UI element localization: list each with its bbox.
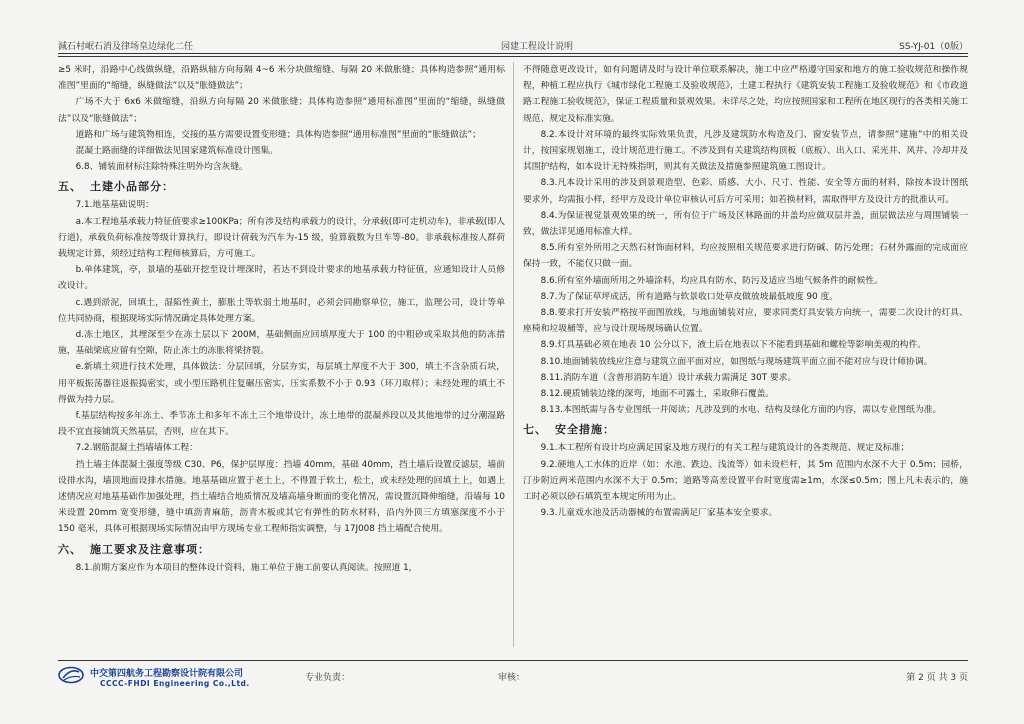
paragraph: 7.2.钢筋混凝土挡墙墙体工程： <box>75 443 198 454</box>
paragraph: 6.8、铺装面材标注除特殊注明外均含灰缝。 <box>75 162 248 173</box>
header-rule-inner <box>58 56 968 57</box>
section-heading-title: 安全措施： <box>555 423 615 437</box>
paragraph: 8.1.前期方案应作为本项目的整体设计资料，施工单位于施工前要认真阅读。按照道 1， <box>75 562 418 573</box>
paragraph: 8.4.为保证视觉景观效果的统一，所有位于广场及区林路面的井盖均应做双层井盖，面层做法应与周围铺装一致，做法详见通用标准大样。 <box>523 210 968 238</box>
paragraph: 不得随意更改设计，如有问题请及时与设计单位联系解决，施工中应严格遵守国家和地方的施工验收规范和操作规程，种植工程应执行《城市绿化工程施工及验收规范》，土建工程执行《建筑安装工程施工及验收规范》和《市政道路工程施工验收规范》，保证工程质量和景观效果。未详尽之处，均应按照国家和工程所在地区现行的各类相关施工规范、规定及标准实施。 <box>523 65 968 124</box>
paragraph: 8.12.硬质铺装边缘的深弯，地面不可露土，采取卵石覆盖。 <box>540 389 775 400</box>
review-label: 审核： <box>498 673 526 683</box>
paragraph: f.基层结构按多年冻土、季节冻土和多年不冻土三个地带设计，冻土地带的混凝养段以及其他地带的过分潮湿路段不宜直接铺筑天然基层，否则，应在其下。 <box>58 411 505 438</box>
section-heading-number: 七、 <box>523 423 547 437</box>
header-document-code: SS-YJ-01（0版） <box>899 42 968 52</box>
page-header <box>58 39 968 52</box>
paragraph: 8.3.凡本设计采用的涉及到景观造型、色彩、质感、大小、尺寸、性能、安全等方面的材料，除按本设计图纸要求外，均需报小样，经甲方及设计单位审核认可后方可采用；如若换材料，需取得甲方及设计方的批准认可。 <box>523 178 968 205</box>
paragraph: 7.1.地基基础说明： <box>75 200 154 211</box>
right-column <box>523 62 968 521</box>
paragraph: 混凝土路面缝的详细做法见国家建筑标准设计图集。 <box>75 146 278 157</box>
paragraph: 9.3.儿童戏水池及活动器械的布置需满足厂家基本安全要求。 <box>540 508 778 519</box>
page-footer <box>58 664 968 694</box>
paragraph: ≥5 米时，沿路中心线做纵缝，沿路纵轴方向每隔 4~6 米分块做缩缝、每隔 20 米做胀缝；具体构造参照“通用标准图”里面的“缩缝，纵缝做法”以及“胀缝做法”； <box>58 65 505 92</box>
paragraph: a.本工程地基承载力特征值要求≥100KPa；所有涉及结构承载力的设计，分承载(即可走机动车)，非承载(即人行道)，承载负荷标准按等级计算执行，即设计荷载为汽车为-15 级，验算载数为旦车等-80。非承载标准按人群荷载规定计算，须经过结构工程师核算后，方可施工。 <box>58 216 505 260</box>
section-heading-number: 五、 <box>58 180 82 194</box>
header-document-title: 园建工程设计说明 <box>501 42 574 52</box>
paragraph: 9.2.硬地人工水体的近岸（如：水池、跌边、浅流等）如未设栏杆，其 5m 范围内水深不大于 0.5m；园桥，汀步附近两米范围内水深不大于 0.5m；道路等高差设置平台时宽度需≥1m，水深≤0.5m；图上凡未表示的，施工时必须以砂石填筑至本规定所用为止。 <box>523 459 968 503</box>
section-heading-title: 土建小品部分： <box>90 180 174 194</box>
paragraph: 8.5.所有室外所用之天然石材饰面材料，均应按照相关规范要求进行防碱、防污处理；石材外露面的完成面应保持一致，不能仅只做一面。 <box>523 243 968 270</box>
footer-rule <box>58 660 968 661</box>
paragraph: 8.9.灯具基础必须在地表 10 公分以下，液土后在地表以下不能看到基础和螺栓等影响美观的构件。 <box>540 340 927 351</box>
paragraph: 挡土墙主体混凝土强度等级 C30、P6，保护层厚度：挡墙 40mm，基础 40mm，挡土墙后设置反滤层，墙前设排水沟，墙顶地面设排水措施。地基基础应置于老土上，不得置于软土，松土，或未经处理的回填土上，如遇上述情况应对地基基础作加强处理，挡土墙结合地质情况及墙高墙身断面的变化情况，需设置沉降伸缩缝，沿墙每 10 米设置 20mm 宽变形缝，缝中填沥青麻筋，沥青木板或其它有弹性的防水材料，沿内外顶三方填塞深度不小于 150 毫米，具体可根据现场实际情况由甲方现场专业工程师指实调整，与 17J008 挡土墙配合使用。 <box>58 459 505 535</box>
paragraph: 8.7.为了保证草坪成活，所有道路与软景收口处草皮做放坡最低坡度 90 度。 <box>540 291 839 302</box>
company-name-cn: 中交第四航务工程勘察设计院有限公司 <box>90 669 244 679</box>
section-heading-number: 六、 <box>58 542 82 556</box>
paragraph: 道路和广场与建筑物相连，交接的基方需要设置变形缝；具体构造参照“通用标准图”里面的“胀缝做法”； <box>75 129 481 140</box>
paragraph: e.新填土须进行技术处理，具体做法：分层回填，分层夯实，每层填土厚度不大于 300，填土不含杂质石块，用平板振荡器往返振捣密实，或小型压路机往复碾压密实，压实系数不小于 0.93（环刀取样）；未经处理的填土不得做为持力层。 <box>58 362 505 405</box>
paragraph: b.单体建筑，亭，景墙的基础开挖至设计埋深时，若达不到设计要求的地基承载力特征值，应通知设计人员修改设计。 <box>58 265 505 292</box>
responsible-label: 专业负责： <box>305 673 351 683</box>
paragraph: 8.11.消防车道（含普形消防车道）设计承载力需满足 30T 要求。 <box>540 372 797 383</box>
paragraph: d.冻土地区，其埋深至少在冻土层以下 200M，基础侧面应回填厚度大于 100 的中粗砂或采取其他的防冻措施，基础梁底应留有空隙，防止冻土的冻胀将梁挤裂。 <box>58 330 505 357</box>
company-name-en: CCCC-FHDI Engineering Co.,Ltd. <box>100 679 250 688</box>
section-heading <box>58 541 505 559</box>
company-logo-icon <box>58 666 84 684</box>
header-rule <box>58 53 968 54</box>
paragraph: 8.13.本图纸需与各专业图纸一并阅读；凡涉及到的水电、结构及绿化方面的内容，需以专业图纸为准。 <box>540 405 942 416</box>
paragraph: 广场不大于 6x6 米做缩缝，沿纵方向每隔 20 米做胀缝；具体构造参照“通用标准图”里面的“缩缝，纵缝做法”以及“胀缝做法”； <box>58 97 505 124</box>
column-divider <box>513 62 514 647</box>
paragraph: 8.2.本设计对环境的最终实际效果负责，凡涉及建筑防水构造及门、窗安装节点，请参照“建施”中的相关设计，按国家规划施工，设计规范进行施工。不涉及到有关建筑结构顶板（底板）、出入口、采光井、风井、冷却井及其围护结构，如本设计无特殊指明，则其有关做法及措施参照建筑施工图设计。 <box>523 129 968 173</box>
paragraph: 8.6.所有室外墙面所用之外墙涂料，均应具有防水、防污及适应当地气候条件的耐候性。 <box>540 275 883 286</box>
section-heading <box>58 178 505 196</box>
paragraph: c.遇到淤泥，回填土，湿陷性黄土，膨胀土等软弱土地基时，必须会同勘察单位，施工，监理公司，设计等单位共同协商，根据现场实际情况确定具体处理方案。 <box>58 297 505 324</box>
section-heading-title: 施工要求及注意事项： <box>90 542 210 556</box>
paragraph: 8.10.地面铺装放线应注意与建筑立面平面对应，如图纸与现场建筑平面立面不能对应与设计师协调。 <box>540 356 933 367</box>
paragraph: 9.1.本工程所有设计均应满足国家及地方现行的有关工程与建筑设计的各类规范、规定及标准； <box>540 443 910 454</box>
page-number: 第 2 页 共 3 页 <box>906 673 968 683</box>
paragraph: 8.8.要求打开安装严格按平面图放线，与地面铺装对应，要求同类灯具安装方向统一，需要二次设计的灯具、座椅和垃圾桶等，应与设计现场规场确认位置。 <box>523 308 968 335</box>
left-column <box>58 62 505 576</box>
section-heading <box>523 421 968 439</box>
header-project-name: 減石村岷石消及律场皇边绿化二任 <box>58 42 194 52</box>
